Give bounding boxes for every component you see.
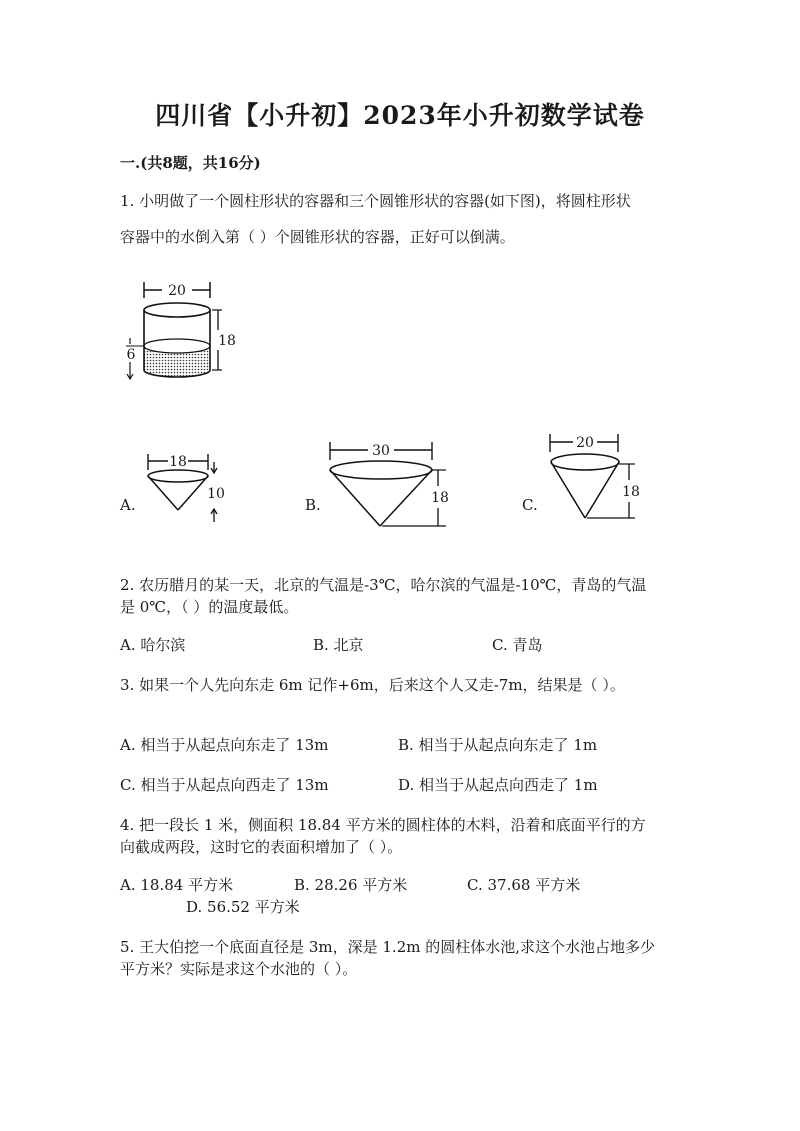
q3-line1: 3. 如果一个人先向东走 6m 记作+6m，后来这个人又走-7m，结果是（ ）。 [120, 676, 625, 694]
cone-b-figure [320, 438, 450, 530]
cone-c-letter: C. [522, 496, 538, 514]
q3-option-c: C. 相当于从起点向西走了 13m [120, 776, 329, 794]
q4-option-b: B. 28.26 平方米 [294, 876, 408, 894]
cone-a-height-label: 10 [207, 486, 225, 502]
cone-a-figure [140, 448, 230, 524]
cone-b-height-label: 18 [431, 490, 449, 506]
q4-option-d: D. 56.52 平方米 [186, 898, 300, 916]
q2-option-a: A. 哈尔滨 [120, 636, 186, 654]
q3-option-b: B. 相当于从起点向东走了 1m [398, 736, 598, 754]
cone-a-letter: A. [120, 496, 136, 514]
q2-line2: 是 0℃，（ ）的温度最低。 [120, 598, 299, 616]
q5-line1: 5. 王大伯挖一个底面直径是 3m，深是 1.2m 的圆柱体水池,求这个水池占地多少 [120, 938, 656, 956]
page-title: 四川省【小升初】2023年小升初数学试卷 [155, 101, 645, 130]
cone-a-diameter-label: 18 [169, 454, 187, 470]
q5-line2: 平方米？实际是求这个水池的（ ）。 [120, 960, 358, 978]
cone-c-figure [545, 430, 645, 524]
cylinder-diameter-label: 20 [168, 283, 186, 299]
q2-line1: 2. 农历腊月的某一天，北京的气温是-3℃，哈尔滨的气温是-10℃，青岛的气温 [120, 576, 647, 594]
cylinder-height-label: 18 [218, 333, 236, 349]
q4-option-c: C. 37.68 平方米 [467, 876, 581, 894]
q4-line2: 向截成两段，这时它的表面积增加了（ ）。 [120, 838, 403, 856]
q1-line1: 1. 小明做了一个圆柱形状的容器和三个圆锥形状的容器(如下图)，将圆柱形状 [120, 192, 631, 210]
cone-b-letter: B. [305, 496, 321, 514]
cylinder-figure [122, 278, 242, 382]
q4-line1: 4. 把一段长 1 米，侧面积 18.84 平方米的圆柱体的木料，沿着和底面平行的方 [120, 816, 646, 834]
q2-option-c: C. 青岛 [492, 636, 543, 654]
q3-option-a: A. 相当于从起点向东走了 13m [120, 736, 329, 754]
cylinder-water-label: 6 [126, 347, 136, 363]
q2-option-b: B. 北京 [313, 636, 364, 654]
section-heading: 一.(共8题，共16分) [120, 154, 261, 172]
q4-option-a: A. 18.84 平方米 [120, 876, 234, 894]
q3-option-d: D. 相当于从起点向西走了 1m [398, 776, 598, 794]
cone-c-height-label: 18 [622, 484, 640, 500]
q1-line2: 容器中的水倒入第（ ）个圆锥形状的容器，正好可以倒满。 [120, 228, 515, 246]
cone-c-diameter-label: 20 [576, 435, 594, 451]
cone-b-diameter-label: 30 [372, 443, 390, 459]
